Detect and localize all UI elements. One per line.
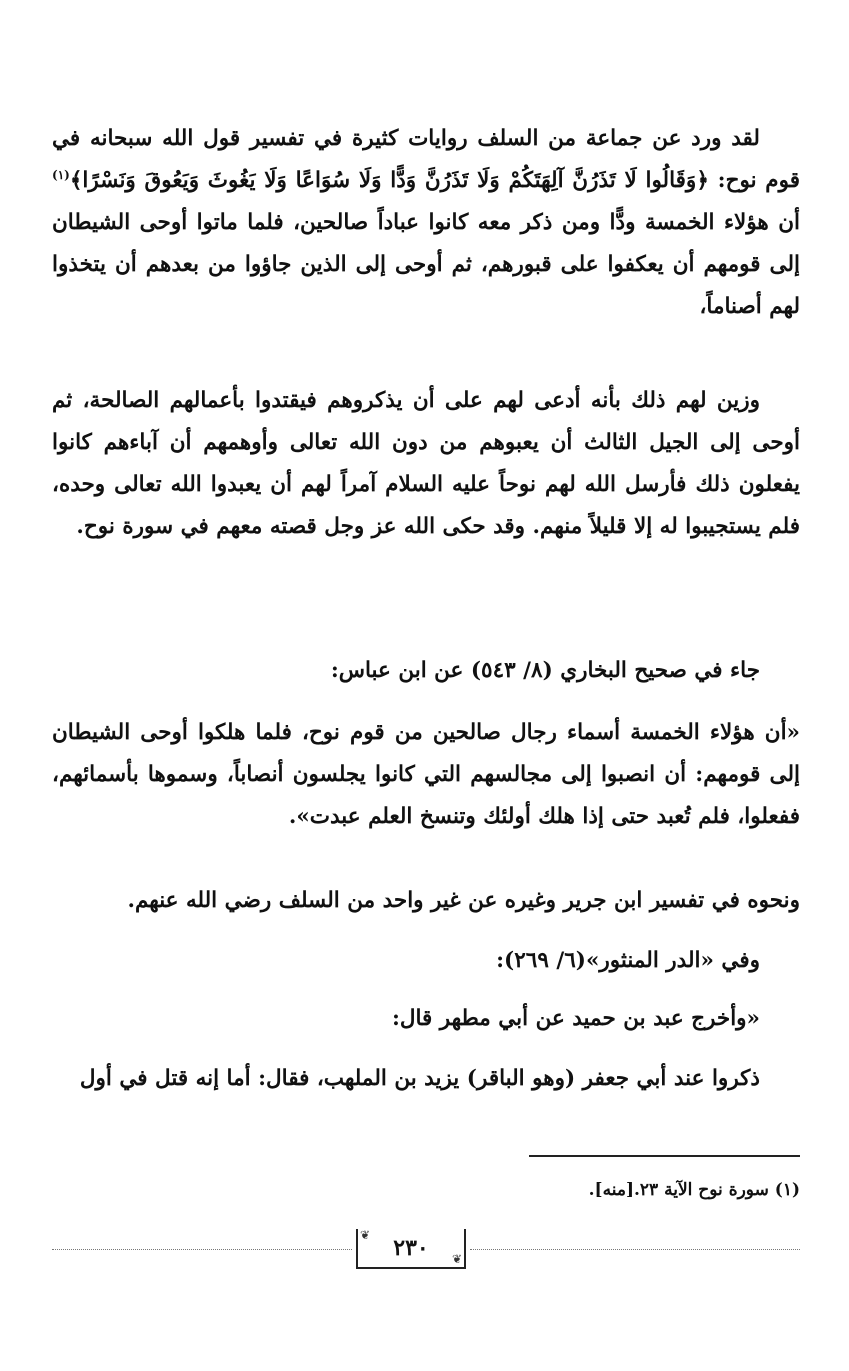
paragraph-2 xyxy=(52,380,800,548)
quran-verse: ﴿وَقَالُوا لَا تَذَرُنَّ آلِهَتَكُمْ وَلَا تَذَرُنَّ وَدًّا وَلَا سُوَاعًا وَلَا يَغُوثَ وَيَعُوقَ وَنَسْرًا﴾ xyxy=(69,168,709,193)
page-number-frame xyxy=(356,1229,466,1269)
paragraph-4 xyxy=(52,712,800,838)
paragraph-7 xyxy=(52,998,800,1040)
footer-dotted-rule-left xyxy=(52,1249,352,1250)
paragraph-8-text: ذكروا عند أبي جعفر (وهو الباقر) يزيد بن الملهب، فقال: أما إنه قتل في أول xyxy=(79,1066,760,1091)
p1-after-verse: أن هؤلاء الخمسة ودًّا ومن ذكر معه كانوا عباداً صالحين، فلما ماتوا أوحى الشيطان إلى قومهم أن يعكفوا على قبورهم، ثم أوحى إلى الذين جاؤوا من بعدهم أن يتخذوا لهم أصناماً، xyxy=(52,210,800,319)
ornament-icon: ❦ xyxy=(451,1252,462,1266)
paragraph-6 xyxy=(52,940,800,982)
paragraph-3 xyxy=(52,650,800,692)
paragraph-7-text: «وأخرج عبد بن حميد عن أبي مطهر قال: xyxy=(391,1006,760,1031)
p1-line1: لقد ورد عن جماعة من السلف روايات كثيرة في تفسير قول الله سبحانه في xyxy=(52,126,760,151)
paragraph-6-text: وفي «الدر المنثور»(٦/ ٢٦٩): xyxy=(496,948,760,973)
paragraph-1 xyxy=(52,118,800,328)
paragraph-4-quote: «أن هؤلاء الخمسة أسماء رجال صالحين من قوم نوح، فلما هلكوا أوحى الشيطان إلى قومهم: أن انصبوا إلى مجالسهم التي كانوا يجلسون أنصاباً، وسموها بأسمائهم، ففعلوا، فلم تُعبد حتى إذا هلك أولئك وتنسخ العلم عبدت». xyxy=(52,720,800,829)
paragraph-5 xyxy=(52,880,800,922)
paragraph-5-text: ونحوه في تفسير ابن جرير وغيره عن غير واحد من السلف رضي الله عنهم. xyxy=(127,888,800,913)
footnote-marker[interactable]: (١) xyxy=(52,167,70,182)
ornament-icon: ❦ xyxy=(360,1228,371,1242)
footnote: (١) سورة نوح الآية ٢٣.[منه]. xyxy=(588,1180,800,1200)
footer-dotted-rule-right xyxy=(470,1249,800,1250)
p1-line2-prefix: قوم نوح: xyxy=(708,168,800,193)
paragraph-1-text xyxy=(52,118,800,328)
footnote-separator xyxy=(529,1155,800,1157)
paragraph-2-text: وزين لهم ذلك بأنه أدعى لهم على أن يذكروهم فيقتدوا بأعمالهم الصالحة، ثم أوحى إلى الجيل الثالث أن يعبوهم من دون الله تعالى وأوهمهم أن آباءهم كانوا يفعلون ذلك فأرسل الله لهم نوحاً عليه السلام آمراً لهم أن يعبدوا الله تعالى وحده، فلم يستجيبوا له إلا قليلاً منهم. وقد حكى الله عز وجل قصته معهم في سورة نوح. xyxy=(52,388,800,539)
page-number: ٢٣٠ xyxy=(393,1235,429,1261)
paragraph-8 xyxy=(52,1058,800,1100)
paragraph-3-text: جاء في صحيح البخاري (٨/ ٥٤٣) عن ابن عباس: xyxy=(330,658,760,683)
